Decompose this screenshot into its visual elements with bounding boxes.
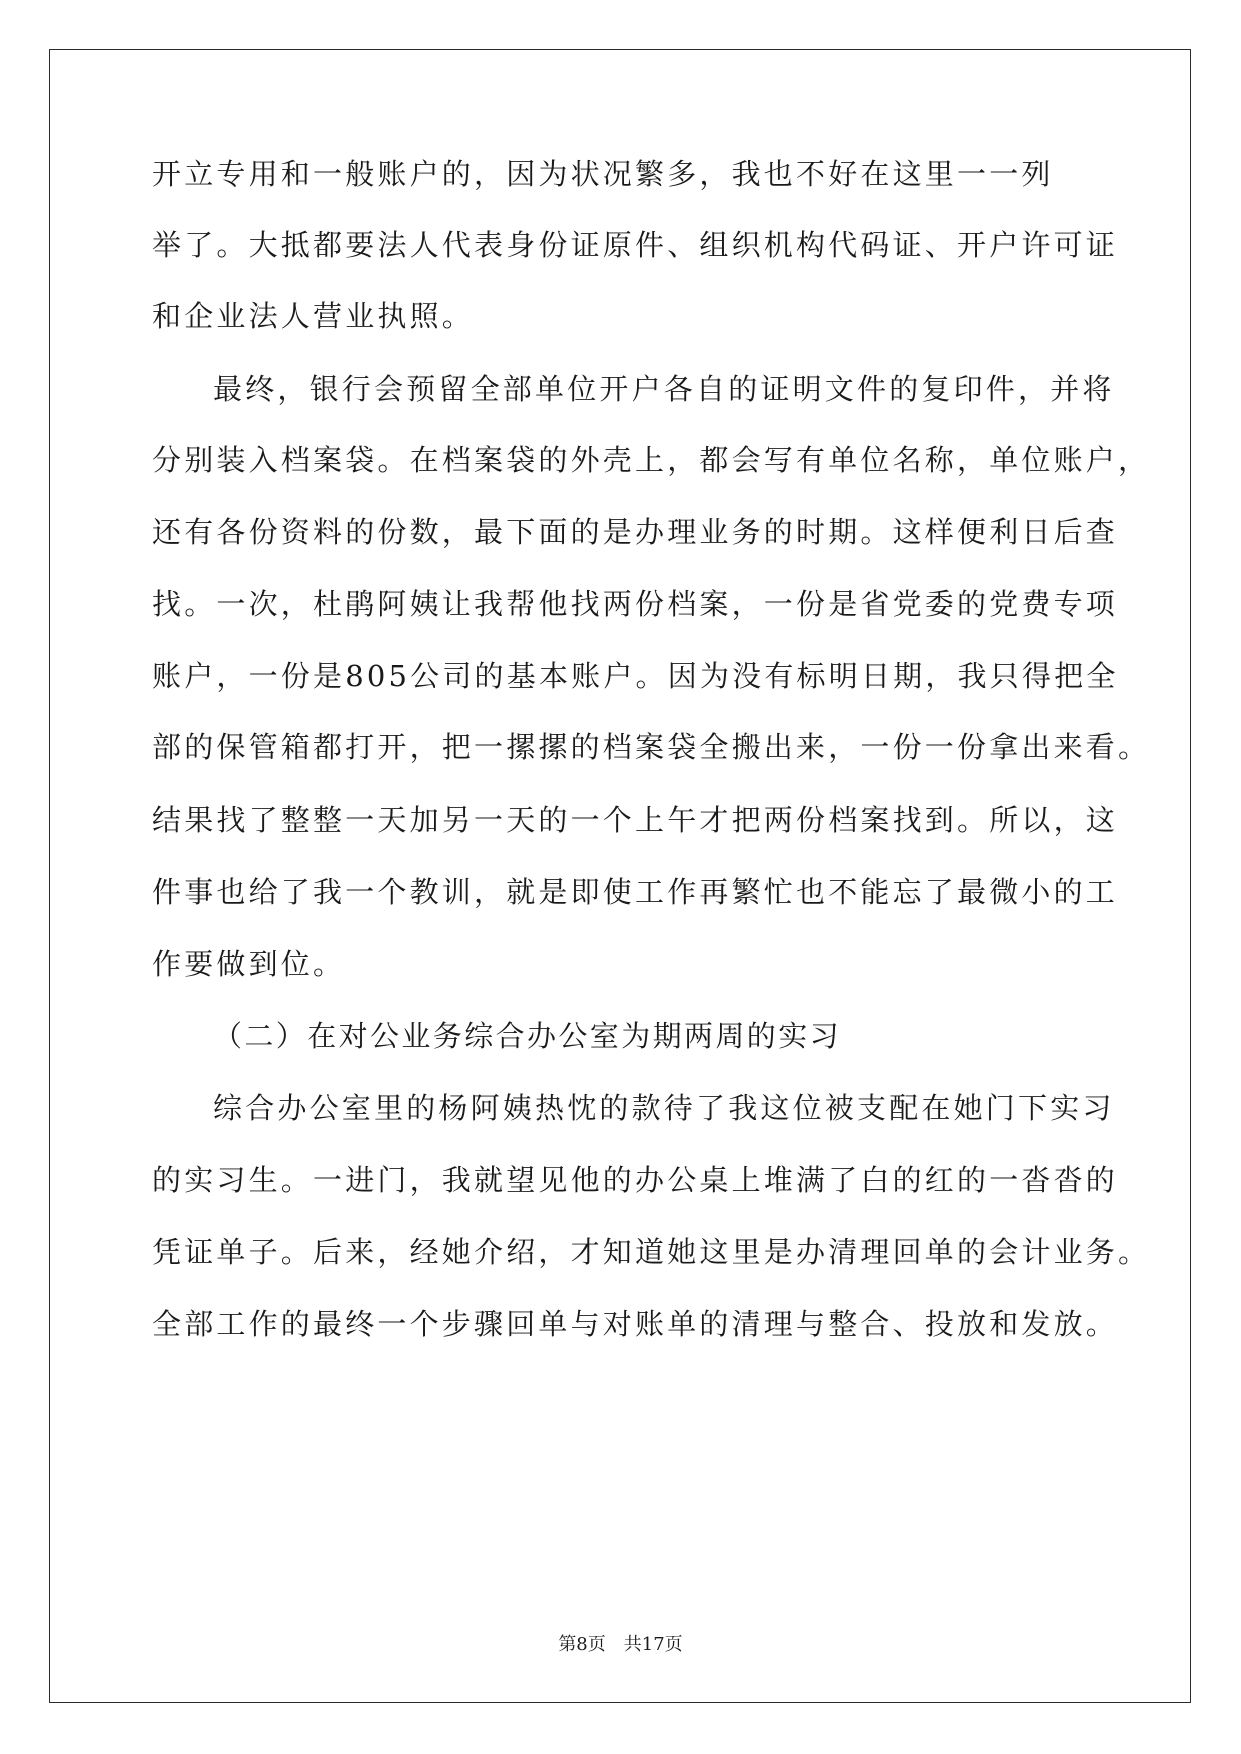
text-line-16: 凭证单子。后来，经她介绍，才知道她这里是办清理回单的会计业务。	[152, 1235, 1151, 1269]
text-line-9: 部的保管箱都打开，把一摞摞的档案袋全搬出来，一份一份拿出来看。	[152, 730, 1151, 764]
text-line-5: 分别装入档案袋。在档案袋的外壳上，都会写有单位名称，单位账户，	[152, 443, 1151, 477]
text-line-17: 全部工作的最终一个步骤回单与对账单的清理与整合、投放和发放。	[152, 1307, 1119, 1341]
text-line-12: 作要做到位。	[152, 947, 346, 981]
text-line-3: 和企业法人营业执照。	[152, 299, 475, 333]
text-line-7: 找。一次，杜鹃阿姨让我帮他找两份档案，一份是省党委的党费专项	[152, 587, 1119, 621]
text-line-4: 最终，银行会预留全部单位开户各自的证明文件的复印件，并将	[213, 372, 1115, 406]
section-heading: （二）在对公业务综合办公室为期两周的实习	[213, 1019, 842, 1053]
text-line-15: 的实习生。一进门，我就望见他的办公桌上堆满了白的红的一沓沓的	[152, 1163, 1119, 1197]
text-line-14: 综合办公室里的杨阿姨热忱的款待了我这位被支配在她门下实习	[213, 1091, 1115, 1125]
text-line-8: 账户，一份是805公司的基本账户。因为没有标明日期，我只得把全	[152, 659, 1119, 693]
page-footer	[0, 1633, 1241, 1657]
text-line-10: 结果找了整整一天加另一天的一个上午才把两份档案找到。所以，这	[152, 803, 1119, 837]
text-line-1: 开立专用和一般账户的，因为状况繁多，我也不好在这里一一列	[152, 157, 1054, 191]
text-line-11: 件事也给了我一个教训，就是即使工作再繁忙也不能忘了最微小的工	[152, 875, 1119, 909]
text-line-6: 还有各份资料的份数，最下面的是办理业务的时期。这样便利日后查	[152, 515, 1119, 549]
page-total: 共17页	[623, 1634, 683, 1655]
text-line-2: 举了。大抵都要法人代表身份证原件、组织机构代码证、开户许可证	[152, 228, 1119, 262]
page-number: 第8页	[558, 1634, 606, 1655]
